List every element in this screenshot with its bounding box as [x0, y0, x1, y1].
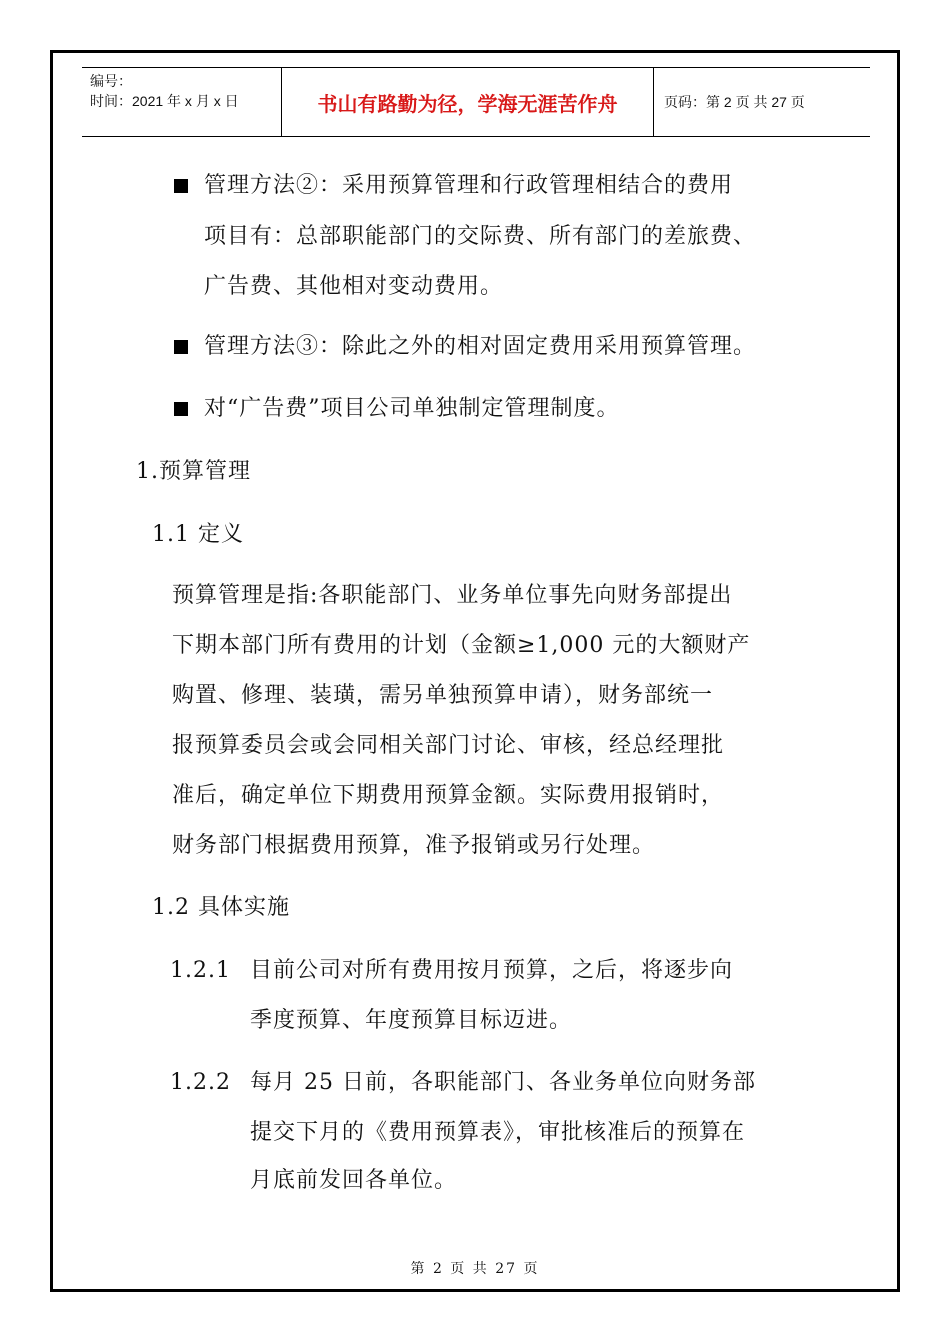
header-meta [82, 68, 282, 136]
header-page-info: 页码：第 2 页 共 27 页 [664, 94, 805, 110]
header-number-label: 编号： [90, 73, 132, 89]
header-time-label: 时间：2021 年 x 月 x 日 [90, 93, 239, 109]
bullet-1-line-1: 管理方法②：采用预算管理和行政管理相结合的费用 [204, 173, 734, 198]
bullet-square-icon [174, 402, 188, 416]
header-motto-cell [282, 68, 654, 136]
bullet-1-line-3: 广告费、其他相对变动费用。 [204, 274, 504, 299]
definition-line-4: 报预算委员会或会同相关部门讨论、审核，经总经理批 [172, 733, 725, 758]
page-footer: 第 2 页 共 27 页 [410, 1261, 540, 1277]
definition-line-2: 下期本部门所有费用的计划（金额≥1,000 元的大额财产 [172, 633, 751, 658]
item-1-2-1-line-2: 季度预算、年度预算目标迈进。 [250, 1008, 573, 1033]
section-1-2-title: 1.2 具体实施 [152, 895, 290, 920]
item-1-2-1-number: 1.2.1 [170, 958, 231, 983]
definition-line-1: 预算管理是指:各职能部门、业务单位事先向财务部提出 [172, 583, 733, 608]
bullet-square-icon [174, 179, 188, 193]
page-header [82, 67, 870, 137]
item-1-2-2-line-1: 每月 25 日前，各职能部门、各业务单位向财务部 [250, 1070, 756, 1095]
section-1-1-title: 1.1 定义 [152, 522, 244, 547]
bullet-2-line-1: 管理方法③：除此之外的相对固定费用采用预算管理。 [204, 334, 757, 359]
bullet-1-line-2: 项目有：总部职能部门的交际费、所有部门的差旅费、 [204, 224, 757, 249]
item-1-2-2-line-3: 月底前发回各单位。 [250, 1168, 458, 1193]
header-motto: 书山有路勤为径，学海无涯苦作舟 [317, 91, 618, 116]
definition-line-3: 购置、修理、装璜，需另单独预算申请），财务部统一 [172, 683, 714, 708]
item-1-2-2-number: 1.2.2 [170, 1070, 231, 1095]
definition-line-5: 准后，确定单位下期费用预算金额。实际费用报销时， [172, 783, 725, 808]
definition-line-6: 财务部门根据费用预算，准予报销或另行处理。 [172, 833, 656, 858]
bullet-3-line-1: 对“广告费”项目公司单独制定管理制度。 [204, 396, 620, 421]
section-1-title: 1.预算管理 [136, 459, 251, 484]
item-1-2-2-line-2: 提交下月的《费用预算表》，审批核准后的预算在 [250, 1120, 746, 1145]
item-1-2-1-line-1: 目前公司对所有费用按月预算，之后，将逐步向 [250, 958, 734, 983]
bullet-square-icon [174, 340, 188, 354]
